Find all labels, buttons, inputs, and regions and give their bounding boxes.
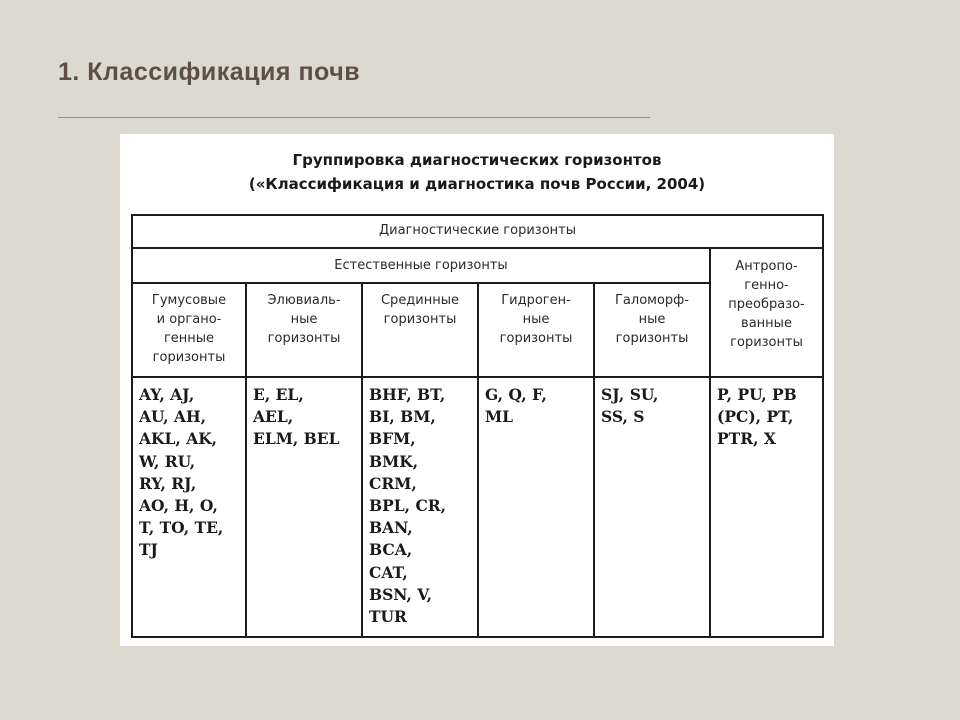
figure-heading-line2: («Классификация и диагностика почв России, 2004) bbox=[248, 175, 706, 193]
table-rule bbox=[361, 282, 363, 636]
figure-heading-line1: Группировка диагностических горизонтов bbox=[292, 151, 662, 169]
table-rule bbox=[133, 282, 709, 284]
eluvial-horizon-codes: E, EL, AEL, ELM, BEL bbox=[253, 385, 340, 449]
middle-horizons-header: Срединные горизонты bbox=[380, 293, 460, 327]
figure-heading bbox=[120, 148, 834, 196]
humus-horizon-codes: AY, AJ, AU, AH, AKL, AK, W, RU, RY, RJ, AO, H, O, T, TO, TE, TJ bbox=[139, 385, 224, 560]
hydrogenic-horizons-header: Гидроген- ные горизонты bbox=[499, 293, 573, 346]
humus-horizons-header: Гумусовые и органо- генные горизонты bbox=[151, 293, 227, 365]
table-rule bbox=[133, 247, 822, 249]
halomorphic-horizon-codes: SJ, SU, SS, S bbox=[601, 385, 659, 427]
table-figure bbox=[120, 134, 834, 646]
middle-horizon-codes: BHF, BT, BI, BM, BFM, BMK, CRM, BPL, CR, BAN, BCA, CAT, BSN, V, TUR bbox=[369, 385, 447, 627]
title-divider bbox=[58, 117, 650, 118]
diagnostic-horizons-header: Диагностические горизонты bbox=[379, 223, 576, 238]
anthropogenic-horizon-codes: P, PU, PB (PC), PT, PTR, X bbox=[717, 385, 797, 449]
anthropogenic-horizons-header: Антропо- генно- преобразо- ванные горизонты bbox=[728, 259, 805, 350]
hydrogenic-horizon-codes: G, Q, F, ML bbox=[485, 385, 547, 427]
horizons-table bbox=[131, 214, 824, 638]
eluvial-horizons-header: Элювиаль- ные горизонты bbox=[267, 293, 341, 346]
slide-title: 1. Классификация почв bbox=[58, 58, 361, 86]
natural-horizons-header: Естественные горизонты bbox=[334, 258, 508, 273]
halomorphic-horizons-header: Галоморф- ные горизонты bbox=[615, 293, 689, 346]
